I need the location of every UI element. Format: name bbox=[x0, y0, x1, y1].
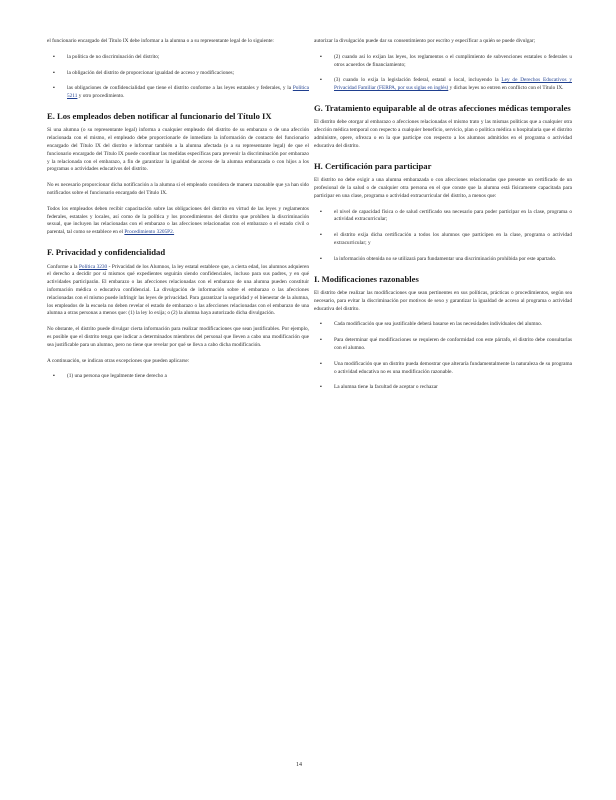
section-heading-f: F. Privacidad y confidencialidad bbox=[47, 247, 166, 258]
paragraph: El distrito debe otorgar al embarazo o afecciones relacionadas el mismo trato y las mismas políticas que a cualquier otra afección médica temporal con respecto a cualquier beneficio, servicio, plan o política médica u hospitalaria que el distrito administre, opere, ofrezca o en la que participe con respecto a los alumnos admitidos en el programa o actividad educativa del distrito. bbox=[314, 119, 572, 149]
section-heading-e: E. Los empleados deben notificar al funcionario del Título IX bbox=[47, 110, 272, 121]
paragraph: Si una alumna (o su representante legal) informa a cualquier empleado del distrito de su embarazo o de una afección relacionada con el mismo, el empleado debe proporcionarle de inmediato la información de contacto del funcionario encargado del Título IX del distrito e informar también a la alumna afectada (o a su representante legal) de que el funcionario encargado del Título IX puede coordinar las medidas específicas para prevenir la discriminación por embarazo y la relacionada con el embarazo, a fin de garantizar la igualdad de acceso de la alumna embarazada o con hijos a los programas o actividades educativos del distrito. bbox=[47, 127, 309, 173]
square-bullet-icon: ▪ bbox=[320, 360, 322, 367]
bullet-text: y otro procedimiento. bbox=[77, 93, 125, 100]
policy-5211-link[interactable]: Política 5211 bbox=[67, 85, 309, 100]
bullet-text: la política de no discriminación del distrito; bbox=[67, 53, 160, 60]
square-bullet-icon: ▪ bbox=[320, 255, 322, 262]
square-bullet-icon: ▪ bbox=[320, 232, 322, 239]
list-item bbox=[314, 209, 572, 225]
bullet-text: Cada modificación que sea justificable deberá basarse en las necesidades individuales del alumno. bbox=[334, 321, 543, 328]
square-bullet-icon: ▪ bbox=[320, 337, 322, 344]
section-heading-i: I. Modificaciones razonables bbox=[314, 273, 419, 284]
section-heading-h: H. Certificación para participar bbox=[314, 160, 432, 171]
bullet-text: la obligación del distrito de proporcionar igualdad de acceso y modificaciones; bbox=[67, 69, 235, 76]
paragraph: No es necesario proporcionar dicha notificación a la alumna si el empleado considera de manera razonable que ya han sido notificados sobre el funcionario encargado del Título IX. bbox=[47, 182, 309, 197]
list-item bbox=[314, 361, 572, 377]
square-bullet-icon: ▪ bbox=[53, 373, 55, 380]
paragraph: A continuación, se indican otras excepciones que pueden aplicarse: bbox=[47, 357, 190, 364]
paragraph: Conforme a la bbox=[47, 263, 79, 270]
bullet-text: (2) cuando así lo exijan las leyes, los reglamentos o el cumplimiento de subvenciones estatales o federales u otros acuerdos de financiamiento; bbox=[334, 53, 572, 68]
paragraph: El distrito debe realizar las modificaciones que sean pertinentes en sus políticas, prácticas o procedimientos, según sea necesario, para evitar la discriminación por motivos de sexo y garantizar la igualdad de acceso al programa o actividad educativa del distrito. bbox=[314, 290, 572, 312]
list-item bbox=[47, 85, 309, 101]
square-bullet-icon: ▪ bbox=[320, 53, 322, 60]
bullet-text: el distrito exija dicha certificación a todos los alumnos que participen en la clase, programa o actividad extracurricular; y bbox=[334, 232, 572, 246]
paragraph: Todos los empleados deben recibir capacitación sobre las obligaciones del distrito en virtud de las leyes y reglamentos federales, estatales y locales, así como de la política y los procedimientos del distrito que prohíben la discriminación sexual, que incluyen las relacionadas con el embarazo o las afecciones relacionadas con el embarazo o el estado civil o parental, tal como se establece en el bbox=[47, 205, 309, 236]
square-bullet-icon: ▪ bbox=[320, 77, 322, 84]
ferpa-link[interactable]: Ley de Derechos Educativos y Privacidad Familiar (FERPA, por sus siglas en inglés) bbox=[334, 77, 572, 92]
bullet-text: las obligaciones de confidencialidad que tiene el distrito conforme a las leyes estatales y federales, y la bbox=[67, 85, 293, 92]
square-bullet-icon: ▪ bbox=[320, 321, 322, 328]
bullet-text: la información obtenida no se utilizará para fundamentar una discriminación prohibida por este apartado. bbox=[334, 255, 557, 262]
section-heading-g: G. Tratamiento equiparable al de otras afecciones médicas temporales bbox=[314, 102, 571, 113]
paragraph: El distrito no debe exigir a una alumna embarazada o con afecciones relacionadas que presente un certificado de un profesional de la salud o de cualquier otra persona en el que conste que la alumna está físicamente capacitada para participar en una clase, programa o actividad extracurricular del distrito, a menos que: bbox=[314, 177, 572, 199]
bullet-text: Una modificación que un distrito pueda demostrar que alteraría fundamentalmente la naturaleza de su programa o actividad educativa no es una modificación razonable. bbox=[334, 360, 572, 375]
list-item bbox=[314, 232, 572, 248]
bullet-text: el nivel de capacidad física o de salud certificado sea necesario para poder participar en la clase, programa o actividad extracurricular; bbox=[334, 208, 572, 223]
list-item bbox=[314, 54, 572, 70]
page-number: 14 bbox=[296, 762, 302, 768]
left-column bbox=[47, 38, 309, 389]
square-bullet-icon: ▪ bbox=[320, 384, 322, 391]
policy-3230-link[interactable]: Política 3230 bbox=[78, 263, 108, 270]
bullet-text: La alumna tiene la facultad de aceptar o rechazar bbox=[334, 384, 438, 391]
square-bullet-icon: ▪ bbox=[53, 69, 55, 76]
right-column bbox=[314, 38, 572, 400]
bullet-text: y dichas leyes no entren en conflicto con el Título IX. bbox=[448, 85, 564, 92]
bullet-text: (1) una persona que legalmente tiene derecho a bbox=[67, 373, 167, 380]
list-item bbox=[314, 384, 572, 392]
list-item bbox=[314, 77, 572, 93]
continued-paragraph: autorizar la divulgación puede dar su consentimiento por escrito y específicar a quién se puede divulgar; bbox=[314, 38, 536, 44]
square-bullet-icon: ▪ bbox=[320, 208, 322, 215]
list-item bbox=[314, 321, 572, 329]
list-item bbox=[47, 373, 309, 381]
square-bullet-icon: ▪ bbox=[53, 53, 55, 60]
paragraph: No obstante, el distrito puede divulgar cierta información para realizar modificaciones que sean justificables. Por ejemplo, es posible que el distrito tenga que indicar a determinados miembros del personal que lleven a cabo una modificación que sea justificable para un alumno, pero no tiene que revelar por qué se lleva a cabo dicha modificación. bbox=[47, 326, 309, 348]
intro-paragraph: el funcionario encargado del Título IX debe informar a la alumna o a su representante legal de lo siguiente: bbox=[47, 38, 274, 44]
bullet-text: (3) cuando lo exija la legislación federal, estatal o local, incluyendo la bbox=[334, 77, 502, 84]
square-bullet-icon: ▪ bbox=[53, 85, 55, 92]
list-item bbox=[314, 256, 572, 264]
list-item bbox=[47, 70, 309, 78]
list-item bbox=[47, 54, 309, 62]
paragraph: - Privacidad de los Alumnos, la ley estatal establece que, a cierta edad, los alumnos adquieren el derecho a decidir por sí mismos qué expedientes seguirán siendo confidenciales, incluso para sus padres, y en qué actividades participarán. El embarazo o las afecciones relacionadas con el embarazo de una alumna pueden constituir información médica o educativa confidencial. La divulgación de información sobre el embarazo o las afecciones relacionadas con el mismo puede infringir las leyes de privacidad. Para garantizar la seguridad y el bienestar de la alumna, los empleados de la escuela no deben revelar el estado de embarazo o las afecciones relacionadas con el embarazo de una alumna a otras personas a menos que: (1) la ley lo exija; o (2) la alumna haya autorizado dicha divulgación. bbox=[47, 263, 310, 317]
list-item bbox=[314, 337, 572, 353]
procedure-3205p2-link[interactable]: Procedimiento 3205P2. bbox=[124, 229, 175, 236]
bullet-text: Para determinar qué modificaciones se requieren de conformidad con este párrafo, el distrito debe consultarlas con el alumno. bbox=[334, 337, 572, 352]
